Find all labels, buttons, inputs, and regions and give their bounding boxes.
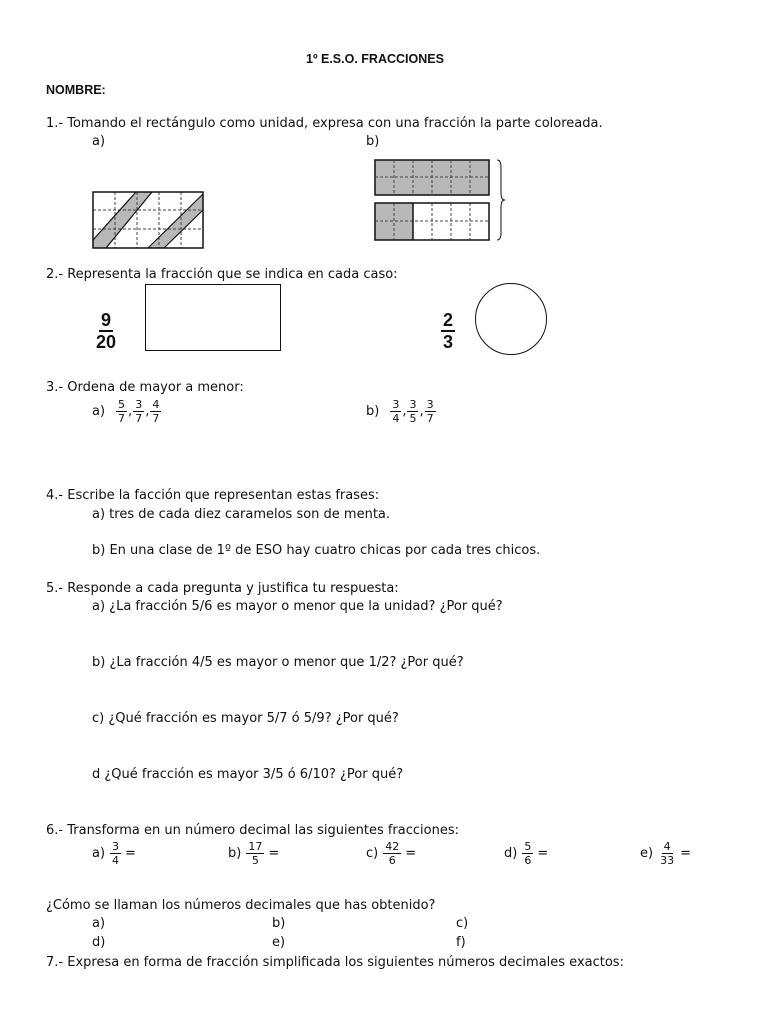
q6-question: ¿Cómo se llaman los números decimales que has obtenido?: [46, 898, 436, 913]
q5-statement: 5.- Responde a cada pregunta y justifica tu respuesta:: [46, 581, 399, 596]
q1-label-a: a): [92, 134, 106, 149]
q4-item-b: b) En una clase de 1º de ESO hay cuatro chicas por cada tres chicos.: [92, 543, 541, 558]
q5-item-a: a) ¿La fracción 5/6 es mayor o menor que la unidad? ¿Por qué?: [92, 599, 503, 614]
fraction: $\frac{3}{5}$: [409, 398, 417, 425]
q6-item-e: e) $\frac{4}{33}$ =: [640, 840, 691, 867]
q6-item-a: a) $\frac{3}{4}$ =: [92, 840, 136, 867]
q2-frac1-num: 9: [100, 310, 111, 330]
fraction: $\frac{3}{7}$: [426, 398, 434, 425]
fraction: $\frac{17}{5}$: [248, 840, 263, 867]
q6-answer-b: b): [272, 916, 286, 931]
q6-statement: 6.- Transforma en un número decimal las siguientes fracciones:: [46, 823, 459, 838]
q6-item-b: b) $\frac{17}{5}$ =: [228, 840, 280, 867]
q1-statement: 1.- Tomando el rectángulo como unidad, expresa con una fracción la parte coloreada.: [46, 116, 603, 131]
q3-a-row: a) $\frac{5}{7}$ , $\frac{3}{7}$ , $\frac{4}{7}$: [92, 398, 160, 425]
q1-label-b: b): [366, 134, 380, 149]
q3-a-label: a): [92, 404, 106, 419]
q7-statement: 7.- Expresa en forma de fracción simplificada los siguientes números decimales exactos:: [46, 955, 624, 970]
q5-item-b: b) ¿La fracción 4/5 es mayor o menor que 1/2? ¿Por qué?: [92, 655, 464, 670]
fraction: $\frac{42}{6}$: [385, 840, 400, 867]
q2-frac2-den: 3: [442, 332, 453, 352]
q6-answer-a: a): [92, 916, 106, 931]
fraction: $\frac{3}{4}$: [112, 840, 120, 867]
fraction: $\frac{4}{33}$: [660, 840, 675, 867]
fraction: $\frac{5}{7}$: [118, 398, 126, 425]
q1-figure-b: [370, 155, 510, 247]
q4-statement: 4.- Escribe la facción que representan estas frases:: [46, 488, 380, 503]
q6-answer-c: c): [456, 916, 469, 931]
q6-answer-d: d): [92, 935, 106, 950]
q6-answer-f: f): [456, 935, 466, 950]
q3-b-row: b) $\frac{3}{4}$ , $\frac{3}{5}$ , $\frac{3}{7}$: [366, 398, 434, 425]
fraction: $\frac{3}{7}$: [135, 398, 143, 425]
q2-statement: 2.- Representa la fracción que se indica en cada caso:: [46, 267, 398, 282]
page-title: 1º E.S.O. FRACCIONES: [306, 52, 444, 66]
q5-item-c: c) ¿Qué fracción es mayor 5/7 ó 5/9? ¿Por qué?: [92, 711, 399, 726]
q2-frac1-den: 20: [95, 332, 117, 352]
fraction: $\frac{3}{4}$: [392, 398, 400, 425]
fraction: $\frac{5}{6}$: [524, 840, 532, 867]
q4-item-a: a) tres de cada diez caramelos son de menta.: [92, 507, 391, 522]
name-label: NOMBRE:: [46, 83, 106, 97]
q6-item-c: c) $\frac{42}{6}$ =: [366, 840, 417, 867]
q2-circle: [475, 283, 547, 355]
q2-fraction-2: [438, 310, 458, 352]
q2-fraction-1: [92, 310, 120, 352]
q2-frac2-num: 2: [442, 310, 453, 330]
q3-statement: 3.- Ordena de mayor a menor:: [46, 380, 244, 395]
q3-b-label: b): [366, 404, 380, 419]
q2-rectangle: [145, 284, 281, 351]
q1-figure-a: [88, 188, 208, 252]
q5-item-d: d ¿Qué fracción es mayor 3/5 ó 6/10? ¿Por qué?: [92, 767, 404, 782]
q6-answer-e: e): [272, 935, 286, 950]
q6-item-d: d) $\frac{5}{6}$ =: [504, 840, 549, 867]
fraction: $\frac{4}{7}$: [152, 398, 160, 425]
